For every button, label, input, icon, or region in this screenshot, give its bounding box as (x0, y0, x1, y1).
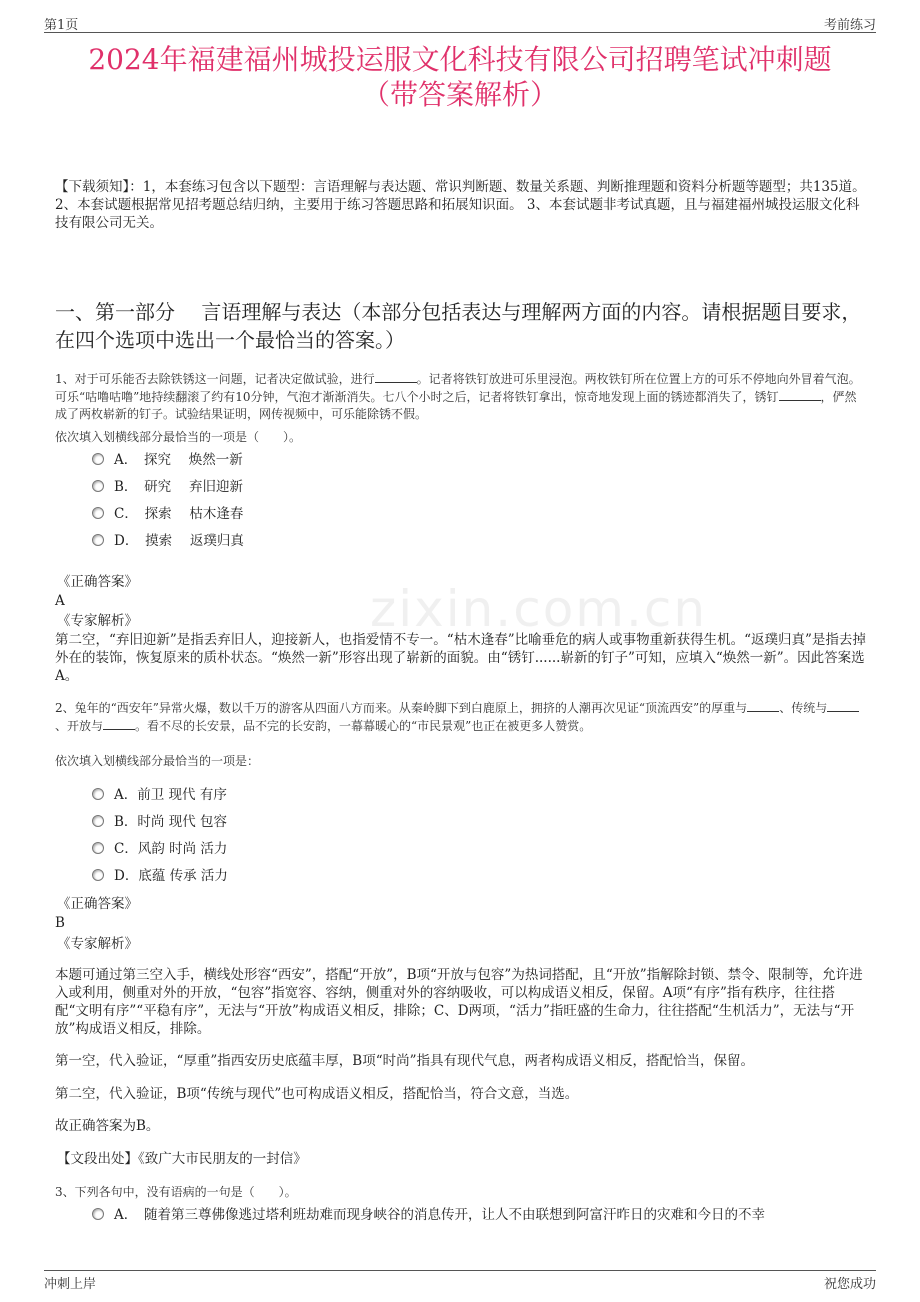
q2-answer: B (55, 915, 65, 931)
q1-answer: A (55, 593, 65, 609)
q3-option-a-label: A． 随着第三尊佛像逃过塔利班劫难而现身峡谷的消息传开，让人不由联想到阿富汗昨日的灾难和今日的不幸 (114, 1207, 765, 1223)
q2-analysis-label: 《专家解析》 (57, 936, 138, 952)
document-title (40, 42, 880, 112)
q2-option-c[interactable] (92, 839, 227, 859)
page-header (44, 12, 876, 33)
q1-text-part-b: 。记者将铁钉放进可乐里浸泡。两枚铁钉所在位置上方的可乐不停地向外冒着气泡。可乐“咕噜咕噜”地持续翻滚了约有10分钟，气泡才渐渐消失。七八个小时之后，记者将铁钉拿出，惊奇地发现上面的锈迹都消失了，锈钉 (55, 372, 861, 404)
q2-option-b[interactable] (92, 812, 227, 832)
question-1-prompt: 依次填入划横线部分最恰当的一项是（ ）。 (55, 430, 302, 444)
q2-option-a-label: A．前卫 现代 有序 (114, 787, 227, 803)
question-2-text (55, 700, 867, 735)
question-2-prompt: 依次填入划横线部分最恰当的一项是： (55, 754, 260, 768)
radio-button[interactable] (92, 869, 104, 881)
footer-right-label: 祝您成功 (823, 1277, 876, 1292)
q1-text-part-a: 1、对于可乐能否去除铁锈这一问题，记者决定做试验，进行 (55, 372, 375, 386)
q1-blank-1 (375, 372, 417, 383)
q1-option-b-label: B． 研究 弃旧迎新 (114, 479, 243, 495)
q1-option-c[interactable] (92, 504, 243, 524)
download-notice: 【下载须知】：1，本套练习包含以下题型：言语理解与表达题、常识判断题、数量关系题、判断推理题和资料分析题等题型；共135道。 2、本套试题根据常见招考题总结归纳，主要用于练习答题思路和拓展知识面。 3、本套试题非考试真题，且与福建福州城投运服文化科技有限公司无关。 (55, 179, 866, 231)
watermark: zixin.com.cn (370, 580, 708, 638)
q1-option-a[interactable] (92, 450, 243, 470)
q1-analysis-label: 《专家解析》 (57, 613, 138, 629)
footer-left-label: 冲刺上岸 (44, 1277, 97, 1292)
q1-option-a-label: A． 探究 焕然一新 (114, 452, 243, 468)
q1-text-part-c: ，俨然成了两枚崭新的钉子。试验结果证明，网传视频中，可乐能除锈不假。 (55, 389, 857, 421)
q2-blank-3 (103, 719, 135, 730)
q2-blank-2 (827, 701, 859, 712)
q2-option-d-label: D．底蕴 传承 活力 (114, 868, 228, 884)
q1-option-b[interactable] (92, 477, 243, 497)
q2-analysis-para-4: 故正确答案为B。 (55, 1118, 160, 1134)
question-1-text (55, 371, 867, 424)
radio-button[interactable] (92, 788, 104, 800)
section-heading: 一、第一部分 言语理解与表达（本部分包括表达与理解两方面的内容。请根据题目要求，在四个选项中选出一个最恰当的答案。） (55, 300, 862, 352)
q1-option-c-label: C． 探索 枯木逢春 (114, 506, 244, 522)
q2-analysis-para-1: 本题可通过第三空入手，横线处形容“西安”，搭配“开放”，B项“开放与包容”为热词搭配，且“开放”指解除封锁、禁令、限制等，允许进入或利用，侧重对外的开放，“包容”指宽容、容纳，侧重对外的容纳吸收，可以构成语义相反，保留。A项“有序”指有秩序，往往搭配“文明有序”“平稳有序”，无法与“开放”构成语义相反，排除；C、D两项，“活力”指旺盛的生命力，往往搭配“生机活力”，无法与“开放”构成语义相反，排除。 (55, 967, 863, 1037)
q3-option-a[interactable] (92, 1205, 765, 1225)
q2-text-part-c: 、开放与 (55, 718, 104, 733)
q1-option-d[interactable] (92, 531, 244, 551)
page-footer (44, 1270, 876, 1293)
radio-button[interactable] (92, 480, 104, 492)
q2-text-part-d: 。看不尽的长安景，品不完的长安韵，一幕幕暖心的“市民景观”也正在被更多人赞赏。 (135, 718, 592, 733)
page-number: 第1页 (44, 18, 79, 33)
q1-option-d-label: D． 摸索 返璞归真 (114, 533, 244, 549)
radio-button[interactable] (92, 534, 104, 546)
radio-button[interactable] (92, 842, 104, 854)
q2-text-part-a: 2、兔年的“西安年”异常火爆，数以千万的游客从四面八方而来。从秦岭脚下到白鹿原上，拥挤的人潮再次见证“顶流西安”的厚重与 (55, 701, 748, 715)
q2-option-c-label: C．风韵 时尚 活力 (114, 841, 228, 857)
header-label: 考前练习 (823, 18, 876, 33)
q2-option-a[interactable] (92, 785, 227, 805)
q2-option-b-label: B．时尚 现代 包容 (114, 814, 228, 830)
radio-button[interactable] (92, 453, 104, 465)
q2-analysis-para-3: 第二空，代入验证，B项“传统与现代”也可构成语义相反，搭配恰当，符合文意，当选。 (55, 1086, 579, 1102)
q1-answer-label: 《正确答案》 (57, 574, 138, 590)
title-line-2: （带答案解析） (361, 78, 558, 111)
q1-analysis: 第二空，“弃旧迎新”是指丢弃旧人，迎接新人，也指爱情不专一。“枯木逢春”比喻垂危的病人或事物重新获得生机。“返璞归真”是指去掉外在的装饰，恢复原来的质朴状态。“焕然一新”形容出现了崭新的面貌。由“锈钉......崭新的钉子”可知，应填入“焕然一新”。因此答案选A。 (55, 632, 866, 684)
q2-option-d[interactable] (92, 866, 228, 886)
question-3-text: 3、下列各句中，没有语病的一句是（ ）。 (55, 1185, 297, 1199)
q2-analysis-para-2: 第一空，代入验证，“厚重”指西安历史底蕴丰厚，B项“时尚”指具有现代气息，两者构成语义相反，搭配恰当，保留。 (55, 1053, 755, 1069)
q2-blank-1 (747, 701, 779, 712)
radio-button[interactable] (92, 815, 104, 827)
radio-button[interactable] (92, 507, 104, 519)
q1-blank-2 (779, 390, 821, 401)
title-line-1: 2024年福建福州城投运服文化科技有限公司招聘笔试冲刺题 (88, 43, 832, 76)
q2-text-part-b: 、传统与 (779, 701, 828, 715)
q2-answer-label: 《正确答案》 (57, 896, 138, 912)
q2-source: 【文段出处】《致广大市民朋友的一封信》 (57, 1151, 307, 1167)
radio-button[interactable] (92, 1208, 104, 1220)
